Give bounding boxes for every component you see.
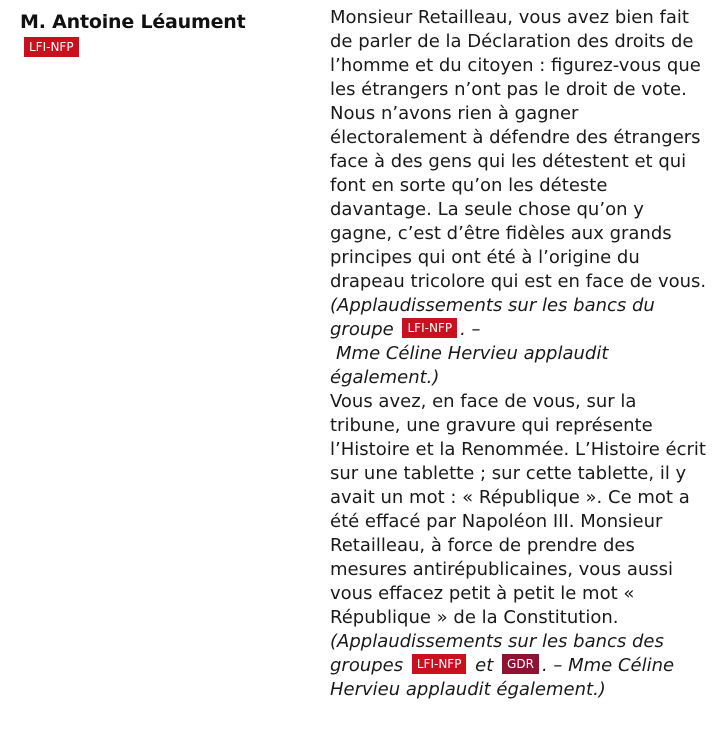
speaker-group-badge[interactable]: LFI-NFP	[24, 37, 79, 57]
speaker-name[interactable]: M. Antoine Léaument	[20, 11, 246, 33]
stage-direction-2	[330, 631, 674, 700]
speech-paragraph-2	[330, 390, 710, 702]
stage-direction-1-suffix: . –	[460, 319, 481, 340]
stage-direction-1-group-badge[interactable]: LFI-NFP	[402, 318, 457, 338]
speech-paragraph-1	[330, 6, 710, 390]
stage-direction-2-group-badge-lfi[interactable]: LFI-NFP	[412, 654, 467, 674]
speech-text-1: Monsieur Retailleau, vous avez bien fait de parler de la Déclaration des droits de l’homme et du citoyen : figurez-vous que les étrangers n’ont pas le droit de vote. Nous n’avons rien à gagner électoralement à défendre des étrangers face à des gens qui les détestent et qui font en sorte qu’on les déteste davantage. La seule chose qu’on y gagne, c’est d’être fidèles aux grands principes qui ont été à l’origine du drapeau tricolore qui est en face de vous.	[330, 7, 707, 292]
stage-direction-2-joiner: et	[475, 655, 494, 676]
speech-text-2: Vous avez, en face de vous, sur la tribune, une gravure qui représente l’Histoire et la Renommée. L’Histoire écrit sur une tablette ; sur cette tablette, il y avait un mot : « République ». Ce mot a été effacé par Napoléon III. Monsieur Retailleau, à force de prendre des mesures antirépublicaines, vous aussi vous effacez petit à petit le mot « République » de la Constitution.	[330, 391, 706, 628]
stage-direction-1-line2: Mme Céline Hervieu applaudit également.)	[330, 343, 609, 388]
speaker-column	[20, 10, 310, 57]
stage-direction-2-prefix: (Applaudissements sur les bancs des groupes	[330, 631, 664, 676]
stage-direction-2-group-badge-gdr[interactable]: GDR	[502, 654, 539, 674]
speech-body	[330, 6, 710, 702]
stage-direction-1	[330, 295, 655, 388]
stage-direction-2-suffix: . – Mme Céline Hervieu applaudit également.)	[330, 655, 675, 700]
stage-direction-1-prefix: (Applaudissements sur les bancs du groupe	[330, 295, 655, 340]
